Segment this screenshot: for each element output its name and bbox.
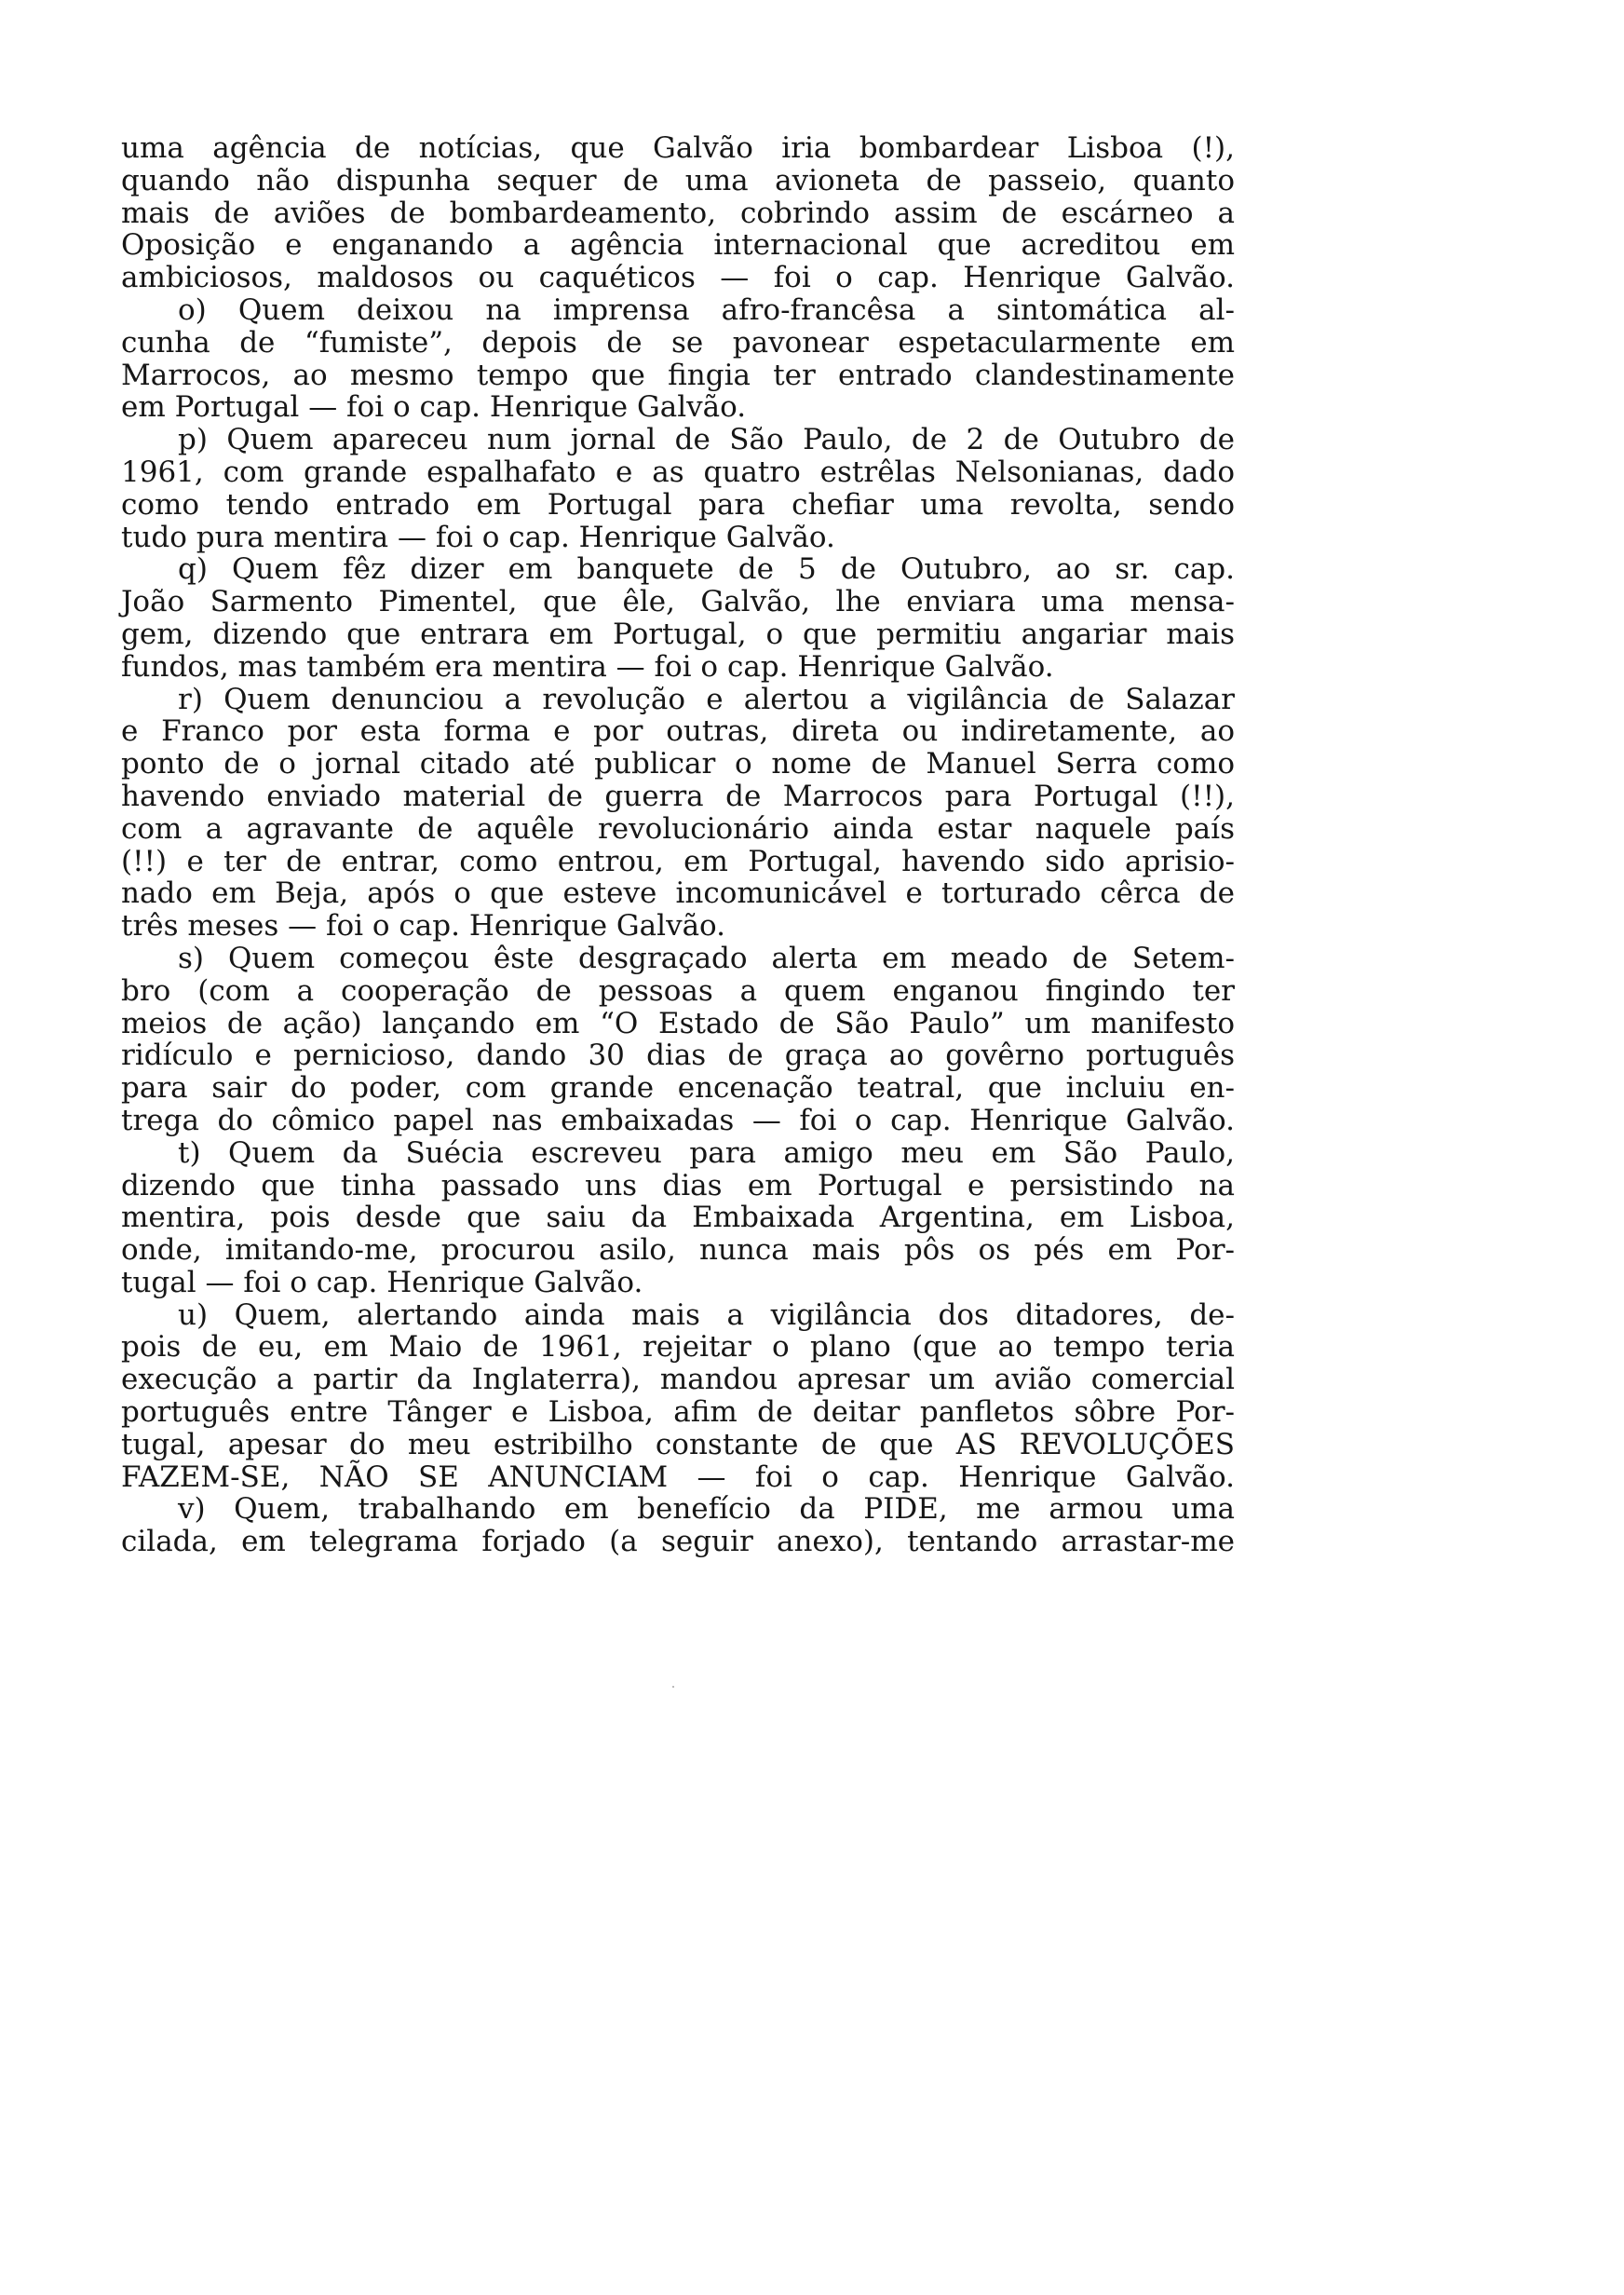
text-line: execução a partir da Inglaterra), mandou apresar um avião comercial xyxy=(121,1363,1235,1397)
text-line: pois de eu, em Maio de 1961, rejeitar o plano (que ao tempo teria xyxy=(121,1330,1235,1365)
text-line: ponto de o jornal citado até publicar o nome de Manuel Serra como xyxy=(121,747,1235,781)
text-line: r) Quem denunciou a revolução e alertou a vigilância de Salazar xyxy=(178,682,1235,716)
text-line: mais de aviões de bombardeamento, cobrindo assim de escárneo a xyxy=(121,196,1235,230)
text-line: Oposição e enganando a agência internacional que acreditou em xyxy=(121,228,1235,263)
text-line: Marrocos, ao mesmo tempo que fingia ter entrado clandestinamente xyxy=(121,358,1235,392)
text-line: tugal — foi o cap. Henrique Galvão. xyxy=(121,1265,643,1299)
text-line: onde, imitando-me, procurou asilo, nunca mais pôs os pés em Por- xyxy=(121,1233,1235,1268)
text-line: bro (com a cooperação de pessoas a quem enganou fingindo ter xyxy=(121,973,1235,1008)
text-line: tugal, apesar do meu estribilho constante de que AS REVOLUÇÕES xyxy=(121,1427,1235,1461)
text-line: João Sarmento Pimentel, que êle, Galvão, lhe enviara uma mensa- xyxy=(121,585,1235,619)
text-line: como tendo entrado em Portugal para chefiar uma revolta, sendo xyxy=(121,487,1235,522)
text-line: gem, dizendo que entrara em Portugal, o que permitiu angariar mais xyxy=(121,617,1235,651)
text-line: ridículo e pernicioso, dando 30 dias de graça ao govêrno português xyxy=(121,1039,1235,1073)
text-line: FAZEM-SE, NÃO SE ANUNCIAM — foi o cap. Henrique Galvão. xyxy=(121,1460,1235,1494)
text-line: uma agência de notícias, que Galvão iria bombardear Lisboa (!), xyxy=(121,131,1235,165)
text-line: português entre Tânger e Lisboa, afim de deitar panfletos sôbre Por- xyxy=(121,1395,1235,1430)
text-line: e Franco por esta forma e por outras, direta ou indiretamente, ao xyxy=(121,714,1235,749)
scan-speck xyxy=(672,1686,674,1688)
body-text xyxy=(121,132,1235,1558)
text-line: q) Quem fêz dizer em banquete de 5 de Outubro, ao sr. cap. xyxy=(178,552,1235,587)
text-line: mentira, pois desde que saiu da Embaixada Argentina, em Lisboa, xyxy=(121,1201,1235,1235)
text-line: quando não dispunha sequer de uma avioneta de passeio, quanto xyxy=(121,163,1235,197)
text-line: cunha de “fumiste”, depois de se pavonear espetacularmente em xyxy=(121,325,1235,360)
text-line: ambiciosos, maldosos ou caquéticos — foi o cap. Henrique Galvão. xyxy=(121,261,1235,295)
text-line: fundos, mas também era mentira — foi o cap. Henrique Galvão. xyxy=(121,649,1054,684)
text-line: havendo enviado material de guerra de Marrocos para Portugal (!!), xyxy=(121,779,1235,813)
text-line: tudo pura mentira — foi o cap. Henrique Galvão. xyxy=(121,520,835,554)
text-line: em Portugal — foi o cap. Henrique Galvão. xyxy=(121,390,747,425)
text-line: v) Quem, trabalhando em benefício da PIDE, me armou uma xyxy=(178,1492,1235,1527)
text-line: dizendo que tinha passado uns dias em Portugal e persistindo na xyxy=(121,1168,1235,1202)
text-line: (!!) e ter de entrar, como entrou, em Portugal, havendo sido aprisio- xyxy=(121,844,1235,878)
text-line: nado em Beja, após o que esteve incomunicável e torturado cêrca de xyxy=(121,876,1235,911)
text-line: t) Quem da Suécia escreveu para amigo meu em São Paulo, xyxy=(178,1135,1235,1170)
text-line: s) Quem começou êste desgraçado alerta em meado de Setem- xyxy=(178,941,1235,975)
text-line: p) Quem apareceu num jornal de São Paulo, de 2 de Outubro de xyxy=(178,423,1235,457)
text-line: 1961, com grande espalhafato e as quatro estrêlas Nelsonianas, dado xyxy=(121,455,1235,489)
text-line: trega do cômico papel nas embaixadas — foi o cap. Henrique Galvão. xyxy=(121,1103,1235,1137)
text-line: com a agravante de aquêle revolucionário ainda estar naquele país xyxy=(121,811,1235,846)
text-line: meios de ação) lançando em “O Estado de São Paulo” um manifesto xyxy=(121,1006,1235,1040)
text-line: cilada, em telegrama forjado (a seguir anexo), tentando arrastar-me xyxy=(121,1525,1235,1559)
text-line: para sair do poder, com grande encenação teatral, que incluiu en- xyxy=(121,1071,1235,1106)
text-line: o) Quem deixou na imprensa afro-francêsa a sintomática al- xyxy=(178,292,1235,327)
text-line: u) Quem, alertando ainda mais a vigilância dos ditadores, de- xyxy=(178,1297,1235,1332)
text-line: três meses — foi o cap. Henrique Galvão. xyxy=(121,909,726,944)
